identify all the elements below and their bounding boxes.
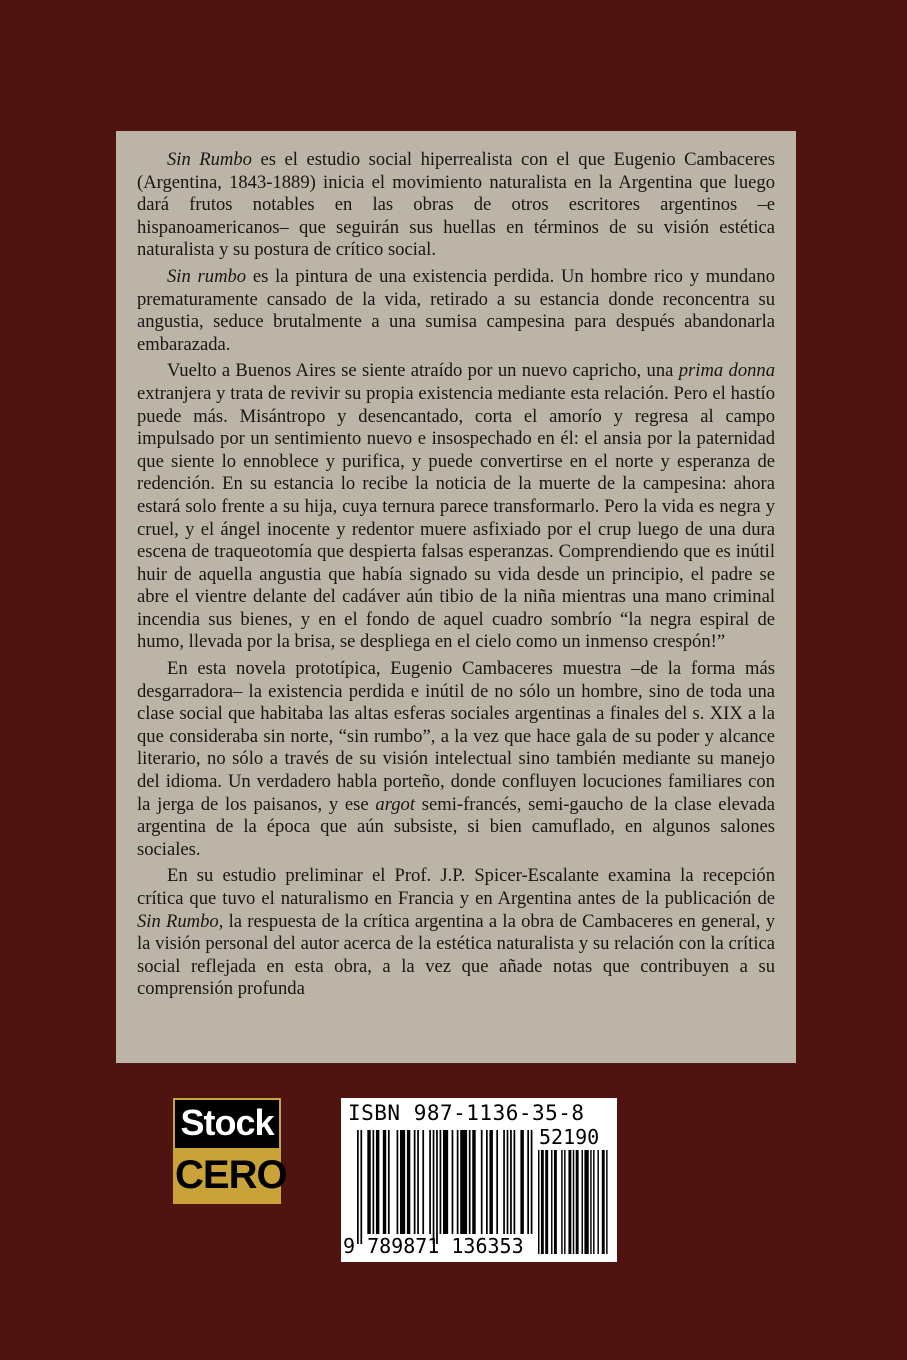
- logo-word-stock: Stock: [175, 1100, 279, 1146]
- barcode-bar: [469, 1130, 471, 1234]
- barcode-bar: [388, 1130, 390, 1234]
- barcode-bar: [597, 1150, 598, 1254]
- barcode-bar: [538, 1150, 539, 1254]
- book-title: Sin Rumbo: [167, 149, 252, 170]
- barcode-bar: [383, 1130, 386, 1234]
- barcode-bar: [457, 1130, 459, 1234]
- barcode-bar: [507, 1130, 509, 1234]
- barcode-bar: [606, 1150, 607, 1254]
- barcode-bar: [414, 1130, 416, 1234]
- barcode-bar: [360, 1130, 362, 1244]
- barcode-bar: [400, 1130, 405, 1234]
- barcode-bar: [554, 1150, 557, 1254]
- ean-digits: 9 789871 136353: [343, 1234, 524, 1258]
- barcode-bar: [440, 1130, 442, 1234]
- barcode-bar: [602, 1150, 605, 1254]
- barcode-bar: [376, 1130, 379, 1234]
- price-code: 52190: [539, 1125, 600, 1149]
- barcode-bar: [568, 1150, 571, 1254]
- barcode-bar: [452, 1130, 454, 1234]
- barcode-bar: [573, 1150, 574, 1254]
- barcode-bar: [541, 1150, 544, 1254]
- barcode-bar: [582, 1150, 583, 1254]
- addon-barcode-bars: [538, 1150, 612, 1254]
- barcode-bar: [590, 1150, 591, 1254]
- barcode-bar: [514, 1130, 516, 1234]
- back-cover-blurb: [116, 131, 796, 1063]
- barcode-bar: [510, 1130, 512, 1234]
- barcode-bar: [576, 1150, 579, 1254]
- barcode-bar: [372, 1130, 374, 1234]
- barcode-bar: [422, 1130, 424, 1234]
- logo-word-cero: CERO: [175, 1148, 279, 1202]
- barcode-bar: [472, 1130, 475, 1234]
- barcode-bar: [531, 1130, 533, 1234]
- paragraph-1: Sin Rumbo es el estudio social hiperrealista con el que Eugenio Cambaceres (Argentina, 1843-1889) inicia el movimiento naturalista en la Argentina que luego dará frutos notables en las obras de otros escritores argentinos –e hispanoamericanos– que seguirán sus huellas en términos de su visión estética naturalista y su postura de crítico social.: [137, 149, 775, 261]
- barcode-bar: [486, 1130, 488, 1234]
- barcode-bar: [481, 1130, 483, 1234]
- barcode-bar: [397, 1130, 399, 1234]
- paragraph-3: Vuelto a Buenos Aires se siente atraído por un nuevo capricho, una prima donna extranjera y trata de revivir su propia existencia mediante esta relación. Pero el hastío puede más. Misántropo y desencantado, corta el amorío y regresa al campo impulsado por un sentimiento nuevo e insospechado en él: el ansia por la paternidad que siente lo ennoblece y purifica, y puede convertirse en el norte y esperanza de redención. En su estancia lo recibe la noticia de la muerte de la campesina: ahora estará solo frente a su hija, cuya ternura parece transformarlo. Pero la vida es negra y cruel, y el ángel inocente y redentor muere asfixiado por el crup luego de una dura escena de traqueotomía que despierta falsas esperanzas. Comprendiendo que es inútil huir de aquella angustia que había signado su vida desde un principio, el padre se abre el vientre delante del cadáver aún tibio de la niña mientras una mano criminal incendia sus bienes, y en el fondo de aquel cuadro sombrío “la negra espiral de humo, llevada por la brisa, se despliega en el cielo como un inmenso crespón!”: [137, 360, 776, 653]
- barcode-bar: [503, 1130, 505, 1234]
- barcode-bar: [496, 1130, 498, 1234]
- barcode-bar: [593, 1150, 594, 1254]
- barcode-bar: [527, 1130, 529, 1234]
- barcode-bar: [460, 1130, 467, 1234]
- barcode-bar: [584, 1150, 588, 1254]
- isbn-number: ISBN 987-1136-35-8: [348, 1101, 585, 1125]
- publisher-logo: [173, 1098, 287, 1204]
- barcode-bar: [417, 1130, 419, 1234]
- barcode-bar: [433, 1130, 435, 1244]
- barcode-bar: [545, 1150, 548, 1254]
- barcode-bar: [489, 1130, 492, 1234]
- barcode-bar: [443, 1130, 448, 1234]
- barcode-bar: [429, 1130, 431, 1234]
- barcode-bar: [561, 1150, 562, 1254]
- barcode-bar: [357, 1130, 359, 1244]
- isbn-barcode: [341, 1098, 617, 1262]
- barcode-bar: [564, 1150, 565, 1254]
- barcode-bar: [367, 1130, 370, 1234]
- barcode-bar: [520, 1130, 523, 1234]
- barcode-bar: [551, 1150, 552, 1254]
- paragraph-2: Sin rumbo es la pintura de una existencia perdida. Un hombre rico y mundano prematuramente cansado de la vida, retirado a su estancia donde reconcentra su angustia, seduce brutalmente a una sumisa campesina para después abandonarla embarazada.: [137, 265, 775, 355]
- barcode-bar: [436, 1130, 438, 1244]
- barcode-bar: [407, 1130, 410, 1234]
- book-title: Sin rumbo: [167, 265, 247, 287]
- paragraph-5: En su estudio preliminar el Prof. J.P. Spicer-Escalante examina la recepción crítica que tuvo el naturalismo en Francia y en Argentina antes de la publicación de Sin Rumbo, la respuesta de la crítica argentina a la obra de Cambaceres en general, y la visión personal del autor acerca de la estética naturalista y su relación con la crítica social reflejada en esta obra, a la vez que añade notas que contribuyen a su comprensión profunda: [137, 865, 775, 1000]
- paragraph-4: En esta novela prototípica, Eugenio Cambaceres muestra –de la forma más desgarradora– la existencia perdida e inútil de no sólo un hombre, sino de toda una clase social que habitaba las altas esferas sociales argentinas a finales del s. XIX a la que consideraba sin norte, “sin rumbo”, a la vez que hace gala de su poder y alcance literario, no sólo a través de su visión intelectual sino también mediante su manejo del idioma. Un verdadero habla porteño, donde confluyen locuciones familiares con la jerga de los paisanos, y ese argot semi-francés, semi-gaucho de la clase elevada argentina de la época que aún subsiste, si bien camuflado, en algunos salones sociales.: [137, 658, 775, 860]
